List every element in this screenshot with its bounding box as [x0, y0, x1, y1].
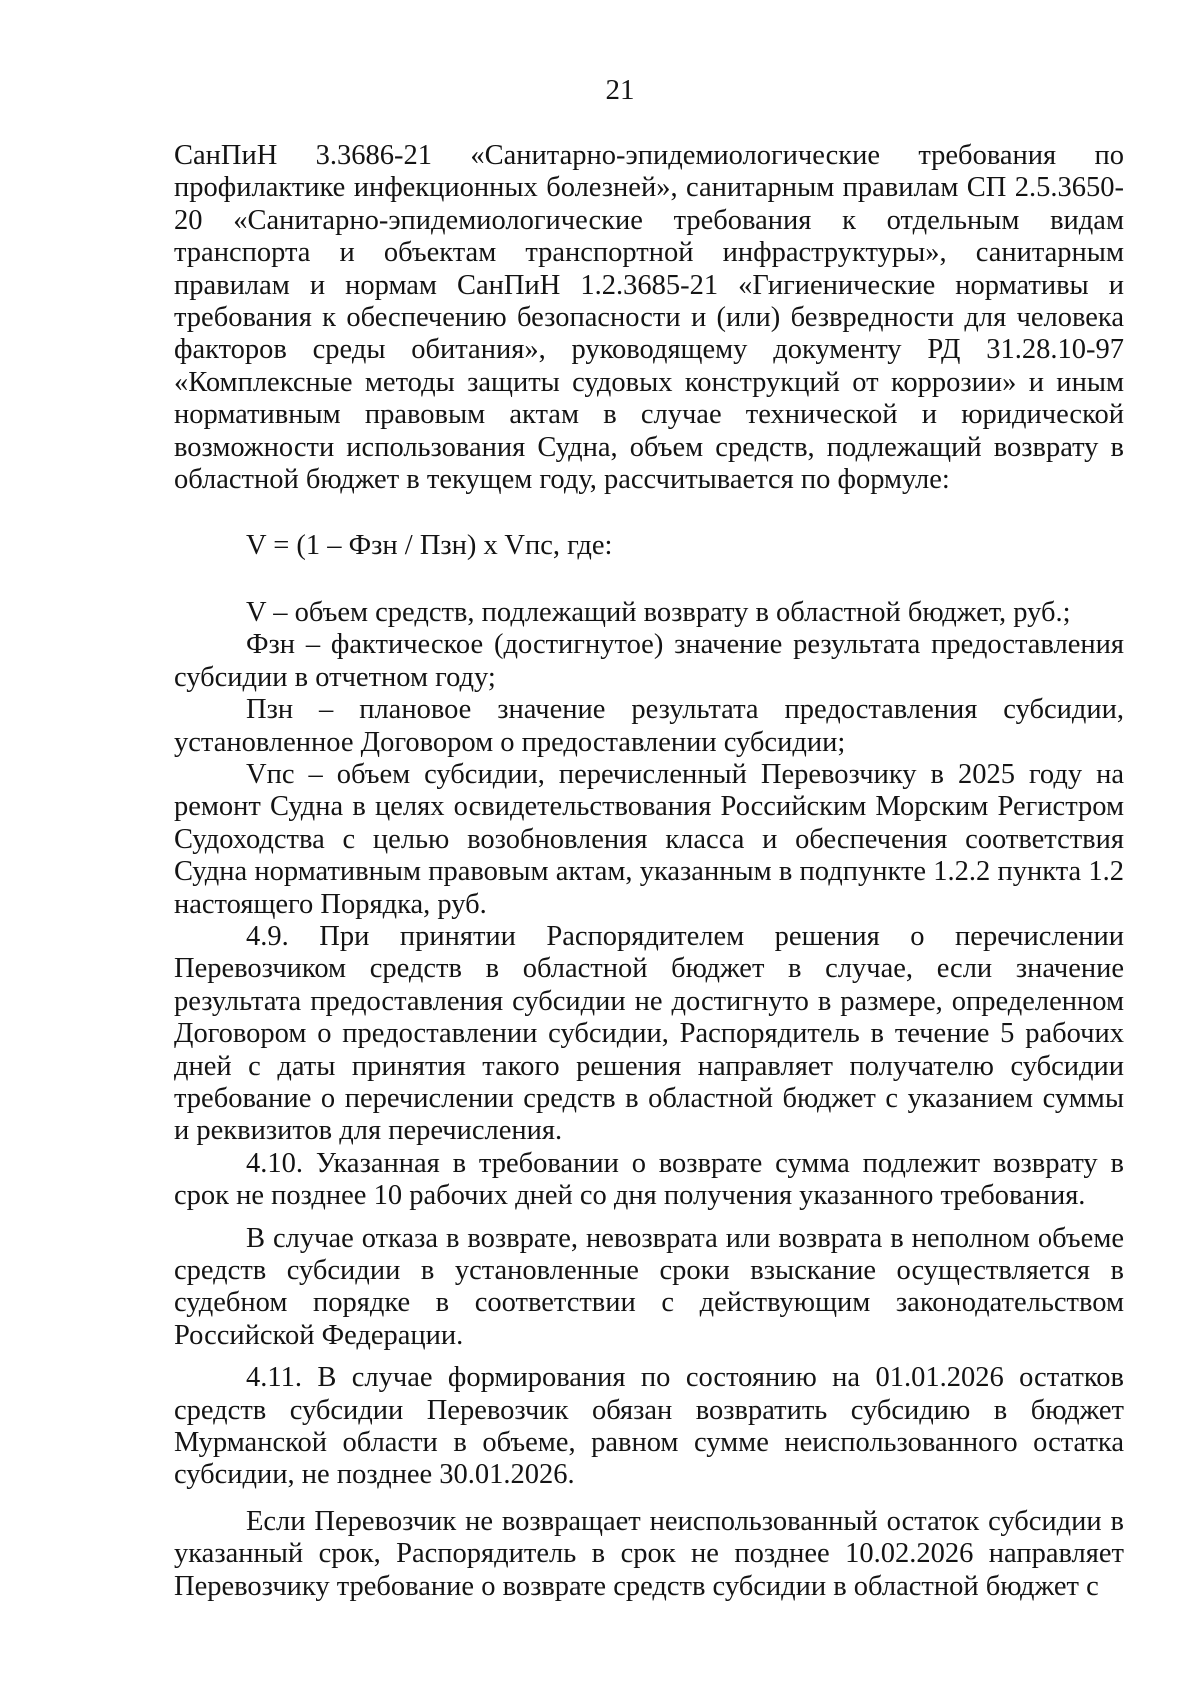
document-body: [174, 140, 1124, 1603]
definition-v: V – объем средств, подлежащий возврату в областной бюджет, руб.;: [246, 596, 1071, 628]
paragraph-continuation: СанПиН 3.3686-21 «Санитарно-эпидемиологические требования по профилактике инфекционных болезней», санитарным правилам СП 2.5.3650-20 «Санитарно-эпидемиологические требования к отдельным видам транспорта и объектам транспортной инфраструктуры», санитарным правилам и нормам СанПиН 1.2.3685-21 «Гигиенические нормативы и требования к обеспечению безопасности и (или) безвредности для человека факторов среды обитания», руководящему документу РД 31.28.10-97 «Комплексные методы защиты судовых конструкций от коррозии» и иным нормативным правовым актам в случае технической и юридической возможности использования Судна, объем средств, подлежащий возврату в областной бюджет в текущем году, рассчитывается по формуле:: [174, 140, 1124, 496]
clause-4-11: 4.11. В случае формирования по состоянию на 01.01.2026 остатков средств субсидии Перевозчик обязан возвратить субсидию в бюджет Мурманской области в объеме, равном сумме неиспользованного остатка субсидии, не позднее 30.01.2026.: [174, 1362, 1124, 1491]
page-number: 21: [605, 74, 635, 106]
definition-pzn: Пзн – плановое значение результата предоставления субсидии, установленное Договором о предоставлении субсидии;: [174, 694, 1124, 758]
clause-4-10: 4.10. Указанная в требовании о возврате сумма подлежит возврату в срок не позднее 10 рабочих дней со дня получения указанного требования.: [174, 1147, 1124, 1212]
definition-fzn: Фзн – фактическое (достигнутое) значение результата предоставления субсидии в отчетном году;: [174, 629, 1124, 693]
paragraph-non-return: Если Перевозчик не возвращает неиспользованный остаток субсидии в указанный срок, Распорядитель в срок не позднее 10.02.2026 направляет Перевозчику требование о возврате средств субсидии в областной бюджет с: [174, 1505, 1124, 1602]
paragraph-refusal: В случае отказа в возврате, невозврата или возврата в неполном объеме средств субсидии в установленные сроки взыскание осуществляется в судебном порядке в соответствии с действующим законодательством Российской Федерации.: [174, 1222, 1124, 1351]
formula: V = (1 – Фзн / Пзн) x Vпс, где:: [246, 530, 613, 562]
clause-4-9: 4.9. При принятии Распорядителем решения о перечислении Перевозчиком средств в областной бюджет в случае, если значение результата предоставления субсидии не достигнуто в размере, определенном Договором о предоставлении субсидии, Распорядитель в течение 5 рабочих дней с даты принятия такого решения направляет получателю субсидии требование о перечислении средств в областной бюджет с указанием суммы и реквизитов для перечисления.: [174, 920, 1124, 1147]
definition-vps: Vпс – объем субсидии, перечисленный Перевозчику в 2025 году на ремонт Судна в целях освидетельствования Российским Морским Регистром Судоходства с целью возобновления класса и обеспечения соответствия Судна нормативным правовым актам, указанным в подпункте 1.2.2 пункта 1.2 настоящего Порядка, руб.: [174, 758, 1124, 920]
